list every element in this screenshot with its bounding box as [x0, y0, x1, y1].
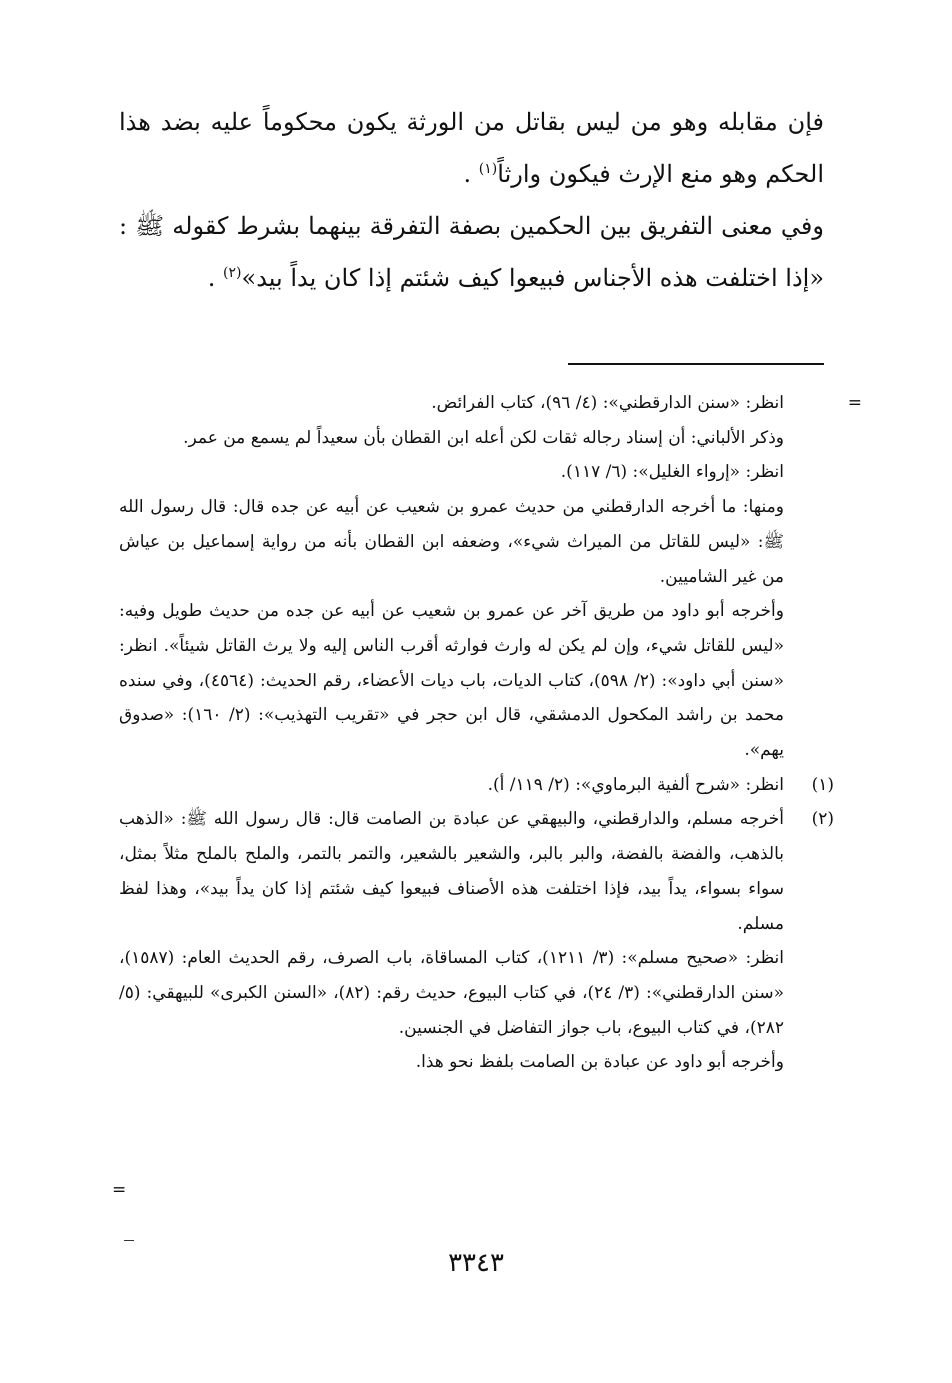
sentence-end: .	[207, 264, 224, 292]
main-text	[119, 96, 824, 304]
sentence-end: .	[463, 160, 479, 188]
footnote-separator	[568, 363, 824, 365]
footnote-continues-mark: =	[112, 1180, 127, 1200]
main-line: فإن مقابله وهو من ليس بقاتل من الورثة يكون محكوماً عليه بضد هذا	[119, 108, 824, 136]
main-line: وفي معنى التفريق بين الحكمين بصفة التفرقة بينهما بشرط كقوله ﷺ :	[119, 212, 824, 240]
footnote-number: (٢)	[811, 809, 834, 830]
footnote-paragraph: ومنها: ما أخرجه الدارقطني من حديث عمرو بن شعيب عن أبيه عن جده قال: قال رسول الله ﷺ: «ليس للقاتل من الميراث شيء»، وضعفه ابن القطان بأنه من رواية إسماعيل بن عياش من غير الشاميين.	[119, 497, 784, 587]
main-paragraph-1	[119, 96, 824, 200]
main-line: الحكم وهو منع الإرث فيكون وارثاً	[497, 160, 824, 188]
footnote-paragraph: وأخرجه أبو داود عن عبادة بن الصامت بلفظ نحو هذا.	[415, 1052, 784, 1073]
footnote-ref-1[interactable]: (١)	[478, 161, 498, 177]
footnote-ref-2[interactable]: (٢)	[223, 265, 242, 281]
footnote-2	[119, 802, 834, 1080]
footnote-continuation	[119, 386, 862, 768]
hadith-quote: «إذا اختلفت هذه الأجناس فبيعوا كيف شئتم إذا كان يداً بيد»	[241, 264, 824, 292]
footnote-number: (١)	[811, 774, 834, 795]
footnote-paragraph: انظر: «صحيح مسلم»: (٣/ ١٢١١)، كتاب المساقاة، باب الصرف، رقم الحديث العام: (١٥٨٧)، «سنن الدارقطني»: (٣/ ٢٤)، في كتاب البيوع، حديث رقم: (٨٢)، «السنن الكبرى» للبيهقي: (٥/ ٢٨٢)، في كتاب البيوع، باب جواز التفاضل في الجنسين.	[119, 948, 784, 1038]
footnote-paragraph: وأخرجه أبو داود من طريق آخر عن عمرو بن شعيب عن أبيه عن جده من حديث طويل وفيه: «ليس للقاتل شيء، وإن لم يكن له وارث فوارثه أقرب الناس إليه ولا يرث القاتل شيئاً». انظر: «سنن أبي داود»: (٢/ ٥٩٨)، كتاب الديات، باب ديات الأعضاء، رقم الحديث: (٤٥٦٤)، وفي سنده محمد بن راشد المكحول الدمشقي، قال ابن حجر في «تقريب التهذيب»: (٢/ ١٦٠): «صدوق يهم».	[119, 601, 784, 761]
footnote-paragraph: انظر: «إرواء الغليل»: (٦/ ١١٧).	[560, 462, 784, 483]
main-paragraph-2	[119, 200, 824, 304]
footnote-paragraph: انظر: «شرح ألفية البرماوي»: (٢/ ١١٩/ أ).	[487, 774, 784, 795]
footnote-paragraph: أخرجه مسلم، والدارقطني، والبيهقي عن عبادة بن الصامت قال: قال رسول الله ﷺ: «الذهب بالذهب، والفضة بالفضة، والبر بالبر، والشعير بالشعير، والتمر بالتمر، والملح بالملح مثلاً بمثل، سواء بسواء، يداً بيد، فإذا اختلفت هذه الأصناف فبيعوا كيف شئتم إذا كان يداً بيد»، وهذا لفظ مسلم.	[119, 809, 784, 934]
page-number: ٣٣٤٣	[448, 1248, 504, 1278]
margin-dash	[124, 1240, 134, 1241]
footnote-paragraph: انظر: «سنن الدارقطني»: (٤/ ٩٦)، كتاب الفرائض.	[431, 393, 784, 413]
continuation-mark: =	[847, 393, 862, 413]
footnote-paragraph: وذكر الألباني: أن إسناد رجاله ثقات لكن أعله ابن القطان بأن سعيداً لم يسمع من عمر.	[183, 427, 784, 448]
footnotes-section	[119, 386, 862, 1080]
footnote-1	[119, 768, 834, 803]
